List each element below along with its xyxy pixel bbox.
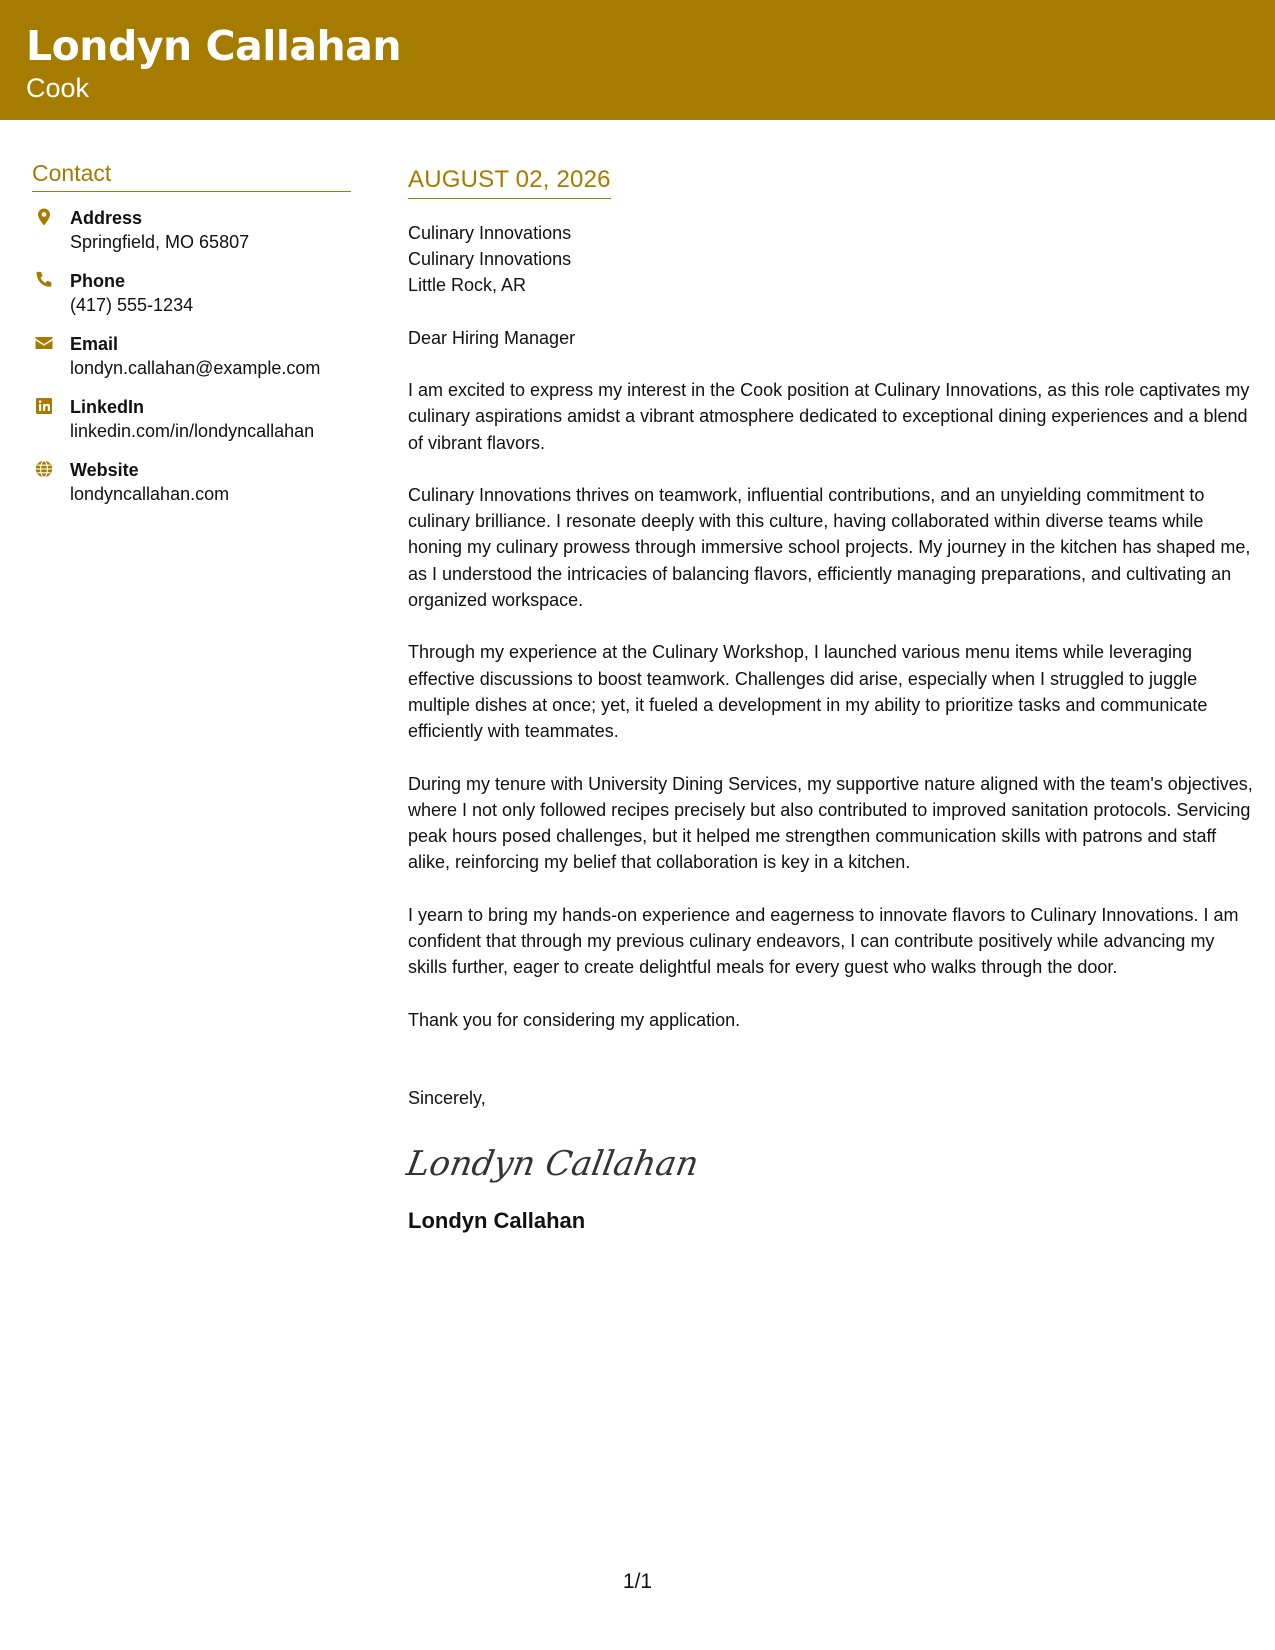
contact-item-website — [32, 458, 351, 521]
contact-section-title: Contact — [32, 160, 351, 192]
map-pin-icon — [34, 207, 54, 227]
contact-value: londyncallahan.com — [70, 484, 230, 504]
closing: Sincerely, — [408, 1087, 486, 1108]
recipient-line: Culinary Innovations — [408, 223, 572, 243]
contact-item-linkedin — [32, 395, 351, 458]
contact-item-phone — [32, 269, 351, 332]
contact-item-address — [32, 206, 351, 269]
letter-date: AUGUST 02, 2026 — [408, 166, 611, 199]
phone-icon — [34, 270, 54, 290]
letter-body — [403, 166, 1253, 1235]
header-banner — [0, 0, 1275, 120]
contact-value: (417) 555-1234 — [70, 295, 194, 315]
handwritten-signature — [403, 1137, 1253, 1189]
applicant-name: Londyn Callahan — [26, 22, 402, 70]
recipient-block — [408, 220, 1253, 298]
contact-label: Address — [70, 208, 143, 228]
linkedin-icon — [34, 396, 54, 416]
letter-paragraph: During my tenure with University Dining Services, my supportive nature aligned with the team's objectives, where I not only followed recipes precisely but also contributed to improved sanitation protocols. Servicing peak hours posed challenges, but it helped me strengthen communication skills with patrons and staff alike, reinforcing my belief that collaboration is key in a kitchen. — [408, 773, 1253, 873]
letter-paragraph: Through my experience at the Culinary Workshop, I launched various menu items while leveraging effective discussions to boost teamwork. Challenges did arise, especially when I struggled to juggle multiple dishes at once; yet, it fueled a development in my ability to prioritize tasks and communicate efficiently with teammates. — [408, 642, 1208, 742]
signature-text: Londyn Callahan — [403, 1144, 702, 1184]
contact-label: Email — [70, 334, 119, 354]
contact-label: Website — [70, 460, 139, 480]
recipient-line: Little Rock, AR — [408, 275, 527, 295]
globe-icon — [34, 459, 54, 479]
letter-paragraph: I am excited to express my interest in the Cook position at Culinary Innovations, as this role captivates my culinary aspirations amidst a vibrant atmosphere dedicated to exceptional dining experiences and a blend of vibrant flavors. — [408, 380, 1250, 453]
contact-value: londyn.callahan@example.com — [70, 358, 321, 378]
envelope-icon — [34, 333, 54, 353]
contact-item-email — [32, 332, 351, 395]
salutation: Dear Hiring Manager — [408, 328, 576, 348]
contact-label: Phone — [70, 271, 126, 291]
letter-paragraph: I yearn to bring my hands-on experience and eagerness to innovate flavors to Culinary Innovations. I am confident that through my previous culinary endeavors, I can contribute positively while advancing my skills further, eager to create delightful meals for every guest who walks through the door. — [408, 904, 1239, 978]
letter-paragraph: Thank you for considering my application. — [408, 1009, 741, 1030]
applicant-role: Cook — [26, 73, 90, 103]
contact-sidebar — [32, 160, 351, 521]
letter-paragraph: Culinary Innovations thrives on teamwork, influential contributions, and an unyielding commitment to culinary brilliance. I resonate deeply with this culture, having collaborated within diverse teams while honing my culinary prowess through immersive school projects. My journey in the kitchen has shaped me, as I understood the intricacies of balancing flavors, efficiently managing preparations, and cultivating an organized workspace. — [408, 484, 1251, 611]
page-number: 1/1 — [622, 1570, 653, 1593]
recipient-line: Culinary Innovations — [408, 249, 572, 269]
contact-value: linkedin.com/in/londyncallahan — [70, 421, 315, 441]
signed-name: Londyn Callahan — [408, 1207, 586, 1233]
contact-value: Springfield, MO 65807 — [70, 232, 250, 252]
contact-label: LinkedIn — [70, 397, 145, 417]
